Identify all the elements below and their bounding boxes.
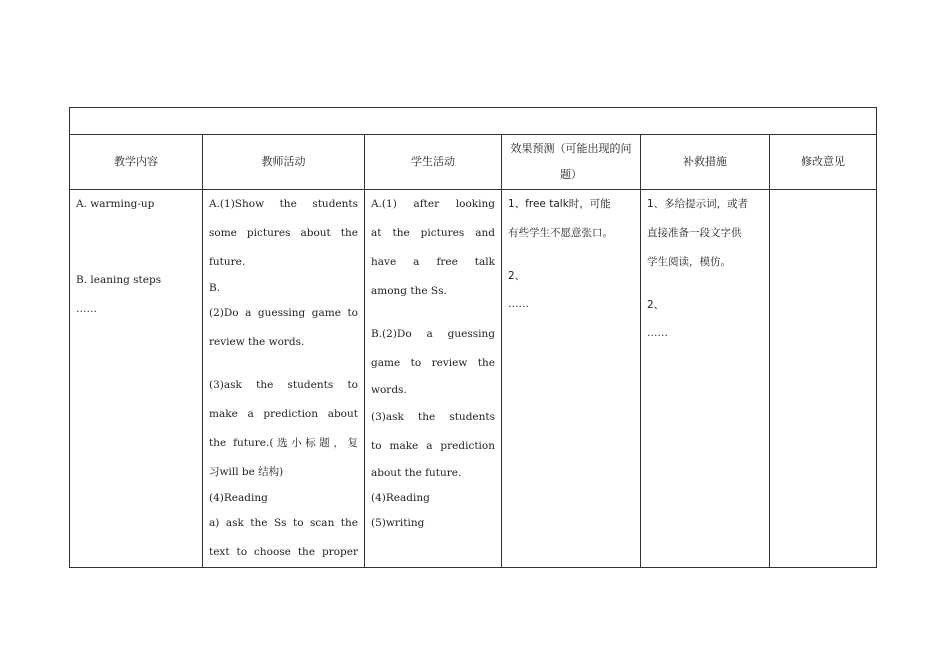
content-line: A. warming-up — [76, 198, 155, 210]
revision-cell — [770, 190, 877, 568]
remedy-line: 直接准备一段文字供 — [647, 227, 742, 239]
content-line: …… — [76, 303, 97, 315]
teacher-line: future. — [209, 256, 246, 268]
teacher-line: (2)Do a guessing game to — [209, 307, 358, 319]
remedy-line: 2、 — [647, 299, 665, 311]
header-effect-prediction: 效果预测（可能出现的问题） — [502, 135, 641, 190]
teacher-line: review the words. — [209, 336, 305, 348]
teacher-line: the future.(选小标题，复 — [209, 437, 358, 449]
remedy-line: …… — [647, 327, 668, 339]
header-remedy: 补救措施 — [641, 135, 770, 190]
student-line: (5)writing — [371, 517, 425, 529]
teacher-activity-cell — [203, 190, 365, 568]
student-line: (3)ask the students — [371, 411, 495, 423]
header-revision: 修改意见 — [770, 135, 877, 190]
student-line: to make a prediction — [371, 440, 495, 452]
teacher-line: a) ask the Ss to scan the — [209, 517, 358, 529]
student-line: (4)Reading — [371, 492, 430, 504]
remedy-line: 学生阅读，模仿。 — [647, 256, 731, 268]
header-teacher-activity: 教师活动 — [203, 135, 365, 190]
student-line: B.(2)Do a guessing — [371, 328, 495, 340]
effect-line: 2、 — [508, 270, 526, 282]
lesson-plan-table — [69, 107, 877, 568]
student-line: A.(1) after looking — [371, 198, 495, 210]
table-header-row — [70, 135, 877, 190]
teacher-line: some pictures about the — [209, 227, 358, 239]
top-empty-cell — [70, 108, 877, 135]
teacher-line: B. — [209, 282, 221, 294]
effect-line: 有些学生不愿意张口。 — [508, 227, 613, 239]
table-top-row — [70, 108, 877, 135]
content-line: B. leaning steps — [76, 274, 162, 286]
student-activity-cell — [365, 190, 502, 568]
effect-line: …… — [508, 298, 529, 310]
content-cell — [70, 190, 203, 568]
student-line: among the Ss. — [371, 285, 447, 297]
table-body-row — [70, 190, 877, 568]
student-line: at the pictures and — [371, 227, 495, 239]
header-student-activity: 学生活动 — [365, 135, 502, 190]
teacher-line: (3)ask the students to — [209, 379, 358, 391]
student-line: about the future. — [371, 467, 462, 479]
header-content: 教学内容 — [70, 135, 203, 190]
teacher-line: A.(1)Show the students — [209, 198, 358, 210]
teacher-line: text to choose the proper — [209, 546, 358, 558]
student-line: words. — [371, 384, 407, 396]
teacher-line: make a prediction about — [209, 408, 358, 420]
remedy-line: 1、多给提示词，或者 — [647, 198, 749, 210]
teacher-line: (4)Reading — [209, 492, 268, 504]
remedy-cell — [641, 190, 770, 568]
effect-line: 1、free talk时，可能 — [508, 198, 611, 210]
teacher-line: 习will be 结构) — [209, 466, 284, 478]
student-line: game to review the — [371, 357, 495, 369]
effect-prediction-cell — [502, 190, 641, 568]
student-line: have a free talk — [371, 256, 495, 268]
